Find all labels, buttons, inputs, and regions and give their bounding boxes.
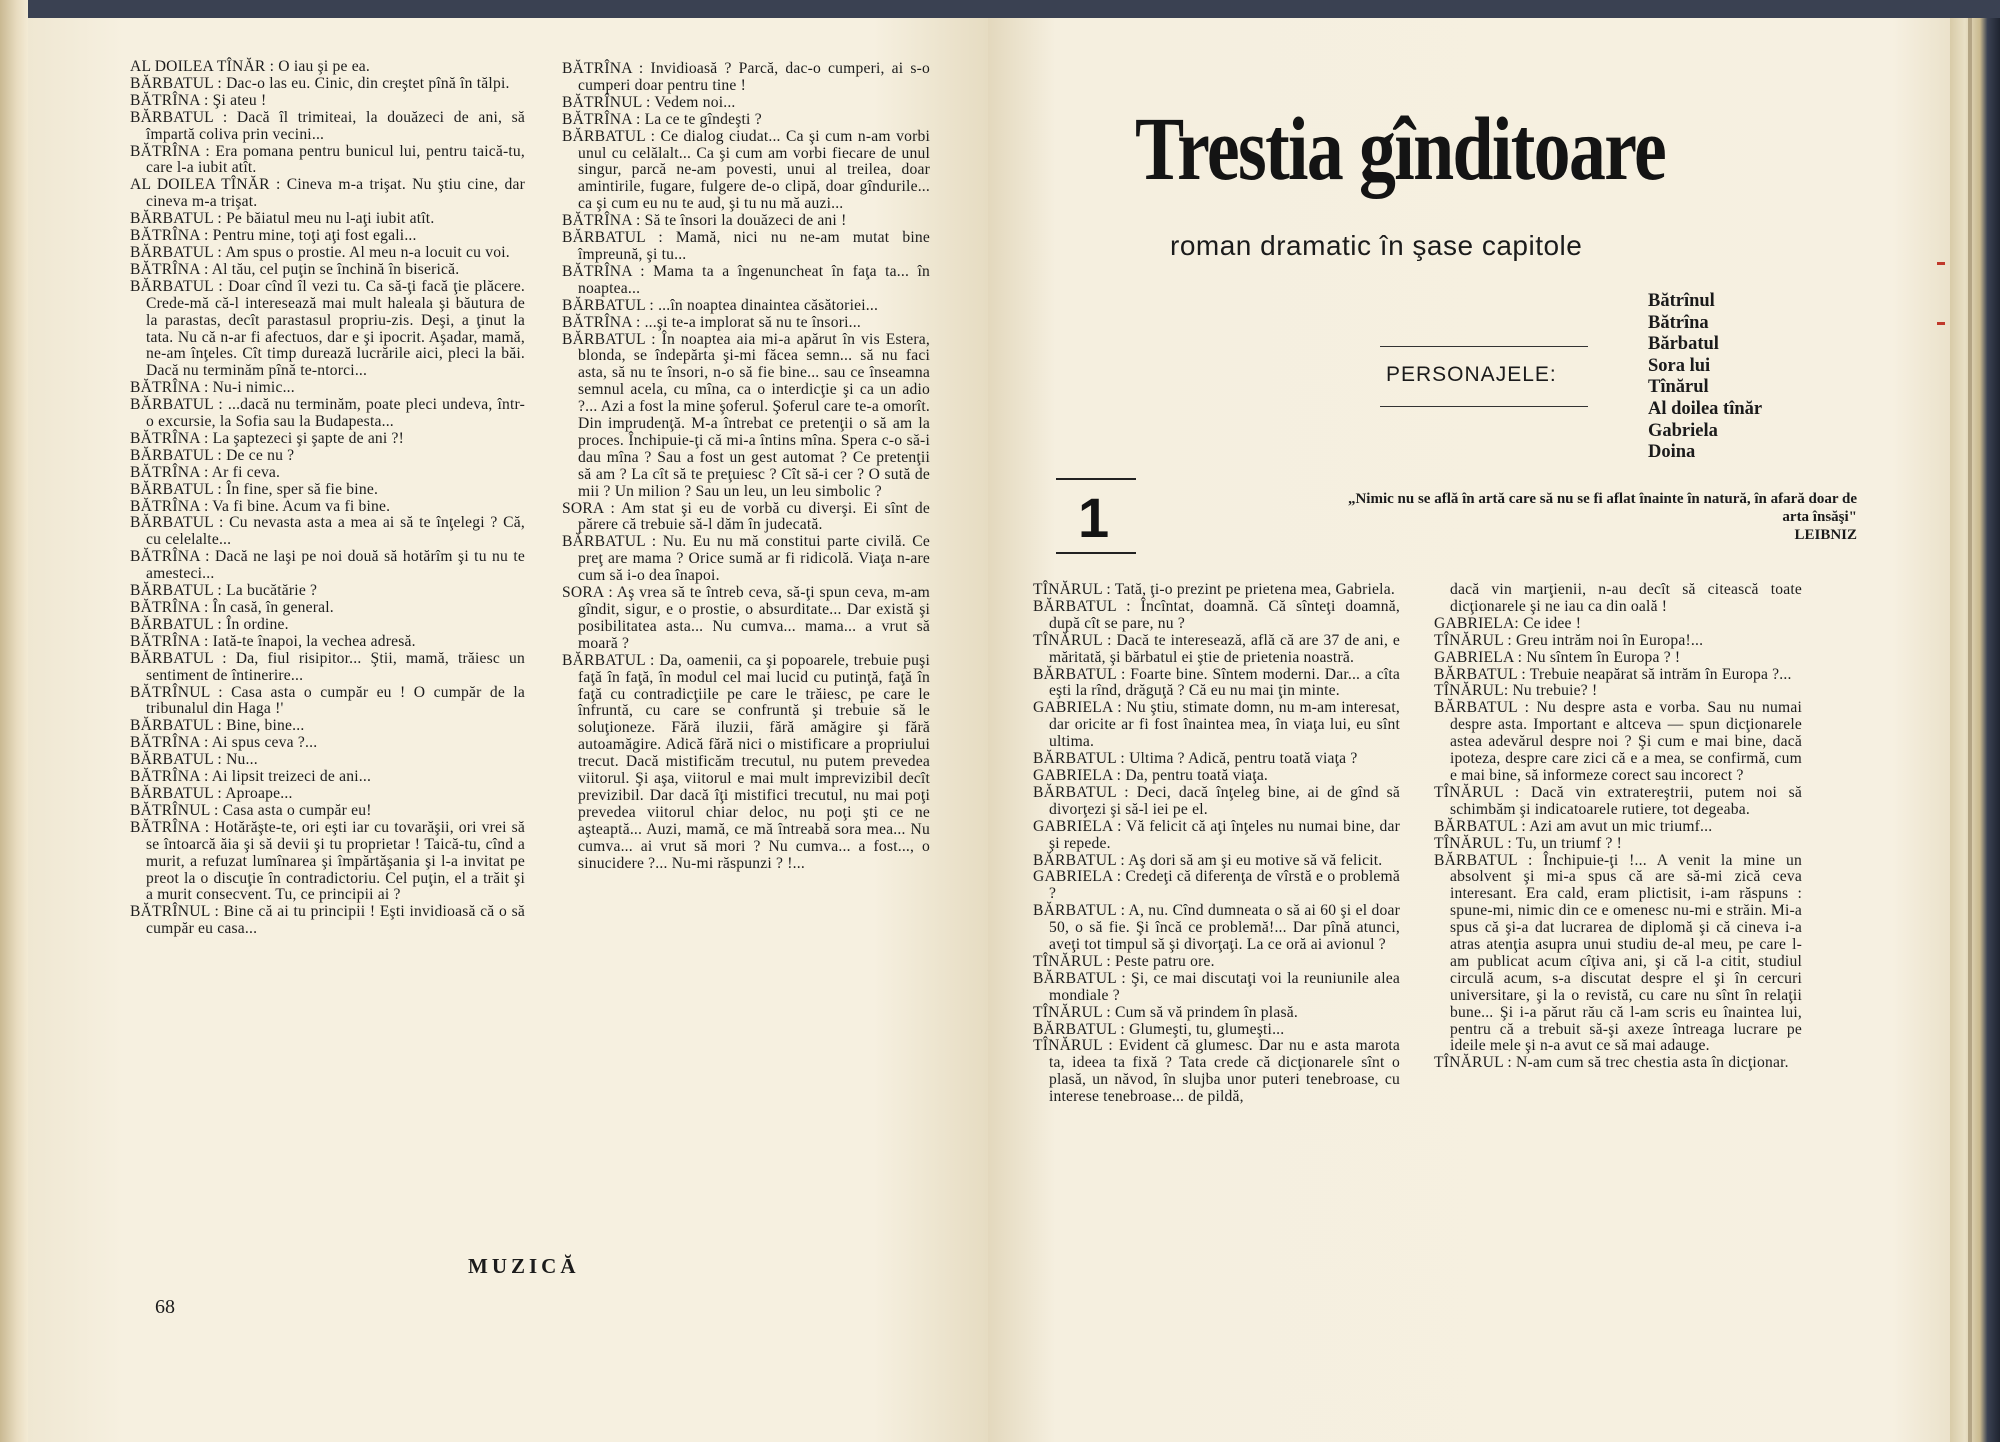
speaker-name: TÎNĂRUL: [1434,682,1513,700]
dialogue-line [130,786,525,803]
dialogue-line [1434,700,1802,785]
speech-text: Da, pentru toată viaţa. [1125,766,1269,784]
speaker-name: BĂRBATUL : [1033,902,1129,920]
epigraph-author: LEIBNIZ [1794,527,1857,543]
speaker-name: BĂRBATUL : [562,651,660,669]
speaker-name: AL DOILEA TÎNĂR : [130,176,287,194]
dialogue-line [130,752,525,769]
dialogue-line [1434,650,1802,667]
chapter-rule-top [1056,478,1136,480]
speech-text: Şi, ce mai discutaţi voi la reuniunile alea mondiale ? [1049,969,1400,1004]
speech-text: Aş dori să am şi eu motive să vă felicit. [1128,851,1383,869]
character-name: Doina [1648,442,1696,463]
speaker-name: BĂTRÎNUL : [130,683,232,701]
speech-text: Aproape... [225,784,293,802]
speech-text: Nu. Eu nu mă constitui parte civilă. Ce preţ are mama ? Orice sumă ar fi ridicolă. Viaţa n-are cum să i-o dea înapoi. [578,533,931,585]
speech-text: Nu ştiu, stimate domn, nu m-am interesat, dar oricite ar fi fost înaintea mea, în viaţa lui, eu sînt ultima. [1049,699,1400,751]
speech-text: Invidioasă ? Parcă, dac-o cumperi, ai s-o cumperi doar pentru tine ! [578,60,930,94]
speech-text: Cineva m-a trişat. Nu ştiu cine, dar cineva m-a trişat. [146,176,526,211]
dialogue-line [130,279,525,380]
dialogue-line [562,230,930,264]
speaker-name: GABRIELA : [1033,868,1126,886]
speaker-name: BĂRBATUL : [130,717,227,735]
speaker-name: GABRIELA: [1434,614,1524,632]
speech-text: Va fi bine. Acum va fi bine. [212,497,391,515]
speaker-name: BĂRBATUL : [1033,783,1137,801]
speaker-name: BĂRBATUL : [1033,969,1131,987]
personaje-label: PERSONAJELE: [1386,363,1557,386]
dialogue-line [130,245,525,262]
character-name: Tînărul [1648,377,1709,398]
speech-text: Pentru mine, toţi aţi fost egali... [212,227,417,245]
dialogue-line [130,482,525,499]
speaker-name: BĂTRÎNA : [130,227,213,245]
dialogue-line [1033,971,1400,1005]
speaker-name: TÎNĂRUL : [1434,1054,1516,1072]
dialogue-line [130,177,525,211]
speaker-name: BĂRBATUL : [562,330,662,348]
character-name: Al doilea tînăr [1648,398,1763,419]
dialogue-line [562,129,930,214]
speech-text: Tu, un triumf ? ! [1515,834,1623,852]
speaker-name: BĂRBATUL : [1434,699,1537,717]
speech-text: De ce nu ? [226,446,295,464]
right-column-2 [1434,582,1802,1072]
speech-text: Dacă te interesează, află că are 37 de ani, e măritată, şi bărbatul ei ştie de prietenia noastră. [1049,631,1400,666]
speaker-name: TÎNĂRUL : [1033,631,1117,649]
speech-text: Nu sîntem în Europa ? ! [1526,648,1681,666]
speech-text: Dacă vin extratereştrii, putem noi să schimbăm şi indicatoarele rutiere, tot degeaba. [1450,783,1802,818]
character-name: Gabriela [1648,420,1718,441]
dialogue-line [130,617,525,634]
dialogue-line [1033,1038,1400,1106]
magazine-footer-label: MUZICĂ [468,1254,580,1278]
speech-text: Era pomana pentru bunicul lui, pentru taică-tu, care l-a iubit atît. [146,142,526,177]
speech-text: ...şi te-a implorat să nu te însori... [644,313,861,331]
dialogue-line [562,315,930,332]
speech-text: Cu nevasta asta a mea ai să te înţelegi ? Că, cu celelalte... [146,514,526,549]
speaker-name: GABRIELA : [1434,648,1527,666]
left-column-1 [130,59,525,938]
dialogue-line [1033,582,1400,599]
speaker-name: BĂTRÎNA : [130,379,213,397]
dialogue-line [1434,633,1802,650]
speaker-name: TÎNĂRUL : [1434,783,1532,801]
speech-text: Hotărăşte-te, ori eşti iar cu tovarăşii, ori vrei să se întoarcă ăia şi să devii şi tu proprietar ! Taică-tu, cînd a murit, a refuzat lumînarea şi împărtăşania şi l-a invitat pe preot la o discuţie în contradictoriu. Cel puţin, el a trăit şi a murit consecvent. Tu, ce principii ai ? [146,818,525,904]
speaker-name: GABRIELA : [1033,699,1127,717]
dialogue-line [130,93,525,110]
speech-text: Foarte bine. Sîntem moderni. Dar... a cîta eşti la rînd, drăguţă ? Că eu nu mai ţin minte. [1049,665,1400,700]
dialogue-line [562,61,930,95]
speech-text: O iau şi pe ea. [278,58,371,75]
speaker-name: BĂRBATUL : [1033,1020,1130,1038]
dialogue-line [562,653,930,873]
speaker-name: BĂRBATUL : [130,446,227,464]
speech-text: Dacă îl trimiteai, la douăzeci de ani, să împartă coliva prin vecini... [146,108,525,143]
dialogue-line [130,397,525,431]
speech-text: Cum să vă prindem în plasă. [1114,1003,1298,1021]
speech-text: Ce dialog ciudat... Ca şi cum n-am vorbi unul cu celălalt... Ca şi cum am vorbi fiecare de unul singur, parcă ne-am povesti, unui al treilea, doar amintirile, fugare, fulgere de-o clipă, doar gîndurile... ca şi cum eu nu te aud, şi tu nu mă auzi... [578,127,930,213]
dialogue-line [562,501,930,535]
speaker-name: BĂRBATUL : [1033,597,1141,615]
dialogue-line [130,685,525,719]
speech-text: În ordine. [226,615,289,633]
speech-text: ...în noaptea dinaintea căsătoriei... [658,296,879,314]
dialogue-line [562,585,930,653]
speaker-name: BĂTRÎNA : [562,110,645,128]
speaker-name: SORA : [562,584,617,602]
speaker-name: TÎNĂRUL : [1033,1037,1119,1055]
dialogue-line [562,332,930,501]
speaker-name: BĂTRÎNA : [562,313,645,331]
speaker-name: BĂTRÎNA : [130,260,212,278]
dialogue-line [130,448,525,465]
speech-text: Ai spus ceva ?... [211,734,318,752]
speaker-name: BĂTRÎNA : [130,429,213,447]
dialogue-line [130,735,525,752]
dialogue-line [130,634,525,651]
dialogue-line [1033,667,1400,701]
dialogue-line [130,76,525,93]
dialogue-line [562,534,930,585]
speaker-name: TÎNĂRUL : [1033,1003,1115,1021]
edge-mark-top [1937,262,1945,265]
speech-text: Greu intrăm noi în Europa!... [1515,631,1704,649]
right-column-1 [1033,582,1400,1106]
speech-text: Deci, dacă înţeleg bine, ai de gînd să divorţezi şi să-l iei pe el. [1049,783,1400,818]
dialogue-line [1434,853,1802,1056]
dialogue-line [1033,819,1400,853]
dialogue-line [130,803,525,820]
speech-text: Dacă ne laşi pe noi două să hotărîm şi tu nu te amesteci... [146,548,525,583]
dialogue-line [1434,683,1802,700]
page-number: 68 [155,1296,175,1318]
speech-text: Trebuie neapărat să intrăm în Europa ?... [1529,665,1792,683]
character-name: Sora lui [1648,355,1711,376]
speaker-name: BĂRBATUL : [1434,817,1530,835]
speech-text: Nu-i nimic... [212,379,295,397]
speaker-name: TÎNĂRUL : [1033,952,1115,970]
dialogue-line [1434,616,1802,633]
speech-text: Nu... [226,751,258,769]
speech-text: În noaptea aia mi-a apărut în vis Estera, blonda, se îndepărta şi-mi făcea semn... să nu faci asta, să nu te însori, n-o să fie bine... sau ce înseamna semnul acela, cu mîna, ca o interdicţie şi ca un adio ?... Azi a fost la mine şoferul. Şoferul care te-a omorît. Din imprudenţă. M-a întrebat ce pretenţii o să am la proces. Închipuie-ţi că mi-a întins mîna. Spera c-o să-i dau mîna ? Sau a fost un gest automat ? Ce pretenţii să am ? La cît să te preţuiesc ? Cît să-i cer ? O sută de mii ? Un milion ? Sau un leu, un leu simbolic ? [578,330,930,500]
left-book-edge [0,0,28,1442]
speech-text: Doar cînd îl vezi tu. Ca să-ţi facă ţie plăcere. Crede-mă că-l interesează mai mult haleala şi băutura de la parastas, decît parastasul propriu-zis. Deşi, a ţinut la tata. Nu că n-ar fi afectuos, dar e şi ipocrit. Aşadar, mamă, ne-am înţeles. Cît timp durează lucrările aici, pleci la băi. Dacă nu terminăm pînă te-ntorci... [146,277,525,380]
speech-text: Bine că ai tu principii ! Eşti invidioasă că o să cumpăr eu casa... [146,903,525,938]
dialogue-line [1434,785,1802,819]
speech-text: La şaptezeci şi şapte de ani ?! [212,429,405,447]
speech-text: Aş vrea să te întreb ceva, să-ţi spun ceva, m-am gîndit, sigur, e o prostie, o absurditate... Dar există şi posibilitatea asta... Nu cumva... mama... a vrut să moară ? [578,584,931,652]
speech-text: Încîntat, doamnă. Că sînteţi doamnă, după cît se pare, nu ? [1049,597,1401,632]
dialogue-line [562,264,930,298]
speaker-name: BĂRBATUL : [130,514,230,532]
speaker-name: BĂTRÎNA : [130,91,213,109]
dialogue-line [562,298,930,315]
speaker-name: BĂRBATUL : [1033,750,1130,768]
dialogue-line [130,262,525,279]
speaker-name: BĂTRÎNA : [130,548,216,566]
dialogue-line [1033,785,1400,819]
speaker-name: BĂRBATUL : [130,784,226,802]
speaker-name: BĂTRÎNA : [130,463,212,481]
dialogue-line [130,499,525,516]
personaje-rule-top [1380,346,1588,347]
speech-text: ...dacă nu terminăm, poate pleci undeva, într-o excursie, la Sofia sau la Budapesta... [146,396,525,431]
speech-text: Peste patru ore. [1114,952,1215,970]
epigraph [1337,490,1857,544]
speaker-name: BĂRBATUL : [1033,665,1131,683]
speech-text: Nu trebuie? ! [1512,682,1598,700]
dialogue-line [1434,819,1802,836]
character-name: Bătrîna [1648,312,1709,333]
speech-text: Da, fiul risipitor... Ştii, mamă, trăiesc un sentiment de întinerire... [146,649,525,684]
dialogue-line [130,144,525,178]
chapter-number: 1 [1078,486,1110,549]
speaker-name: BĂRBATUL : [562,229,676,247]
dialogue-line [1033,768,1400,785]
spine-line [1968,18,1972,1442]
speech-text: Ce idee ! [1523,614,1582,632]
speaker-name: BĂRBATUL : [562,533,663,551]
speaker-name: BĂRBATUL : [1434,851,1544,869]
dialogue-line [562,95,930,112]
personaje-rule-bottom [1380,406,1588,407]
epigraph-text: „Nimic nu se află în artă care să nu se fi aflat înainte în natură, în afară doar de arta însăşi" [1347,491,1857,525]
speaker-name: GABRIELA : [1033,817,1127,835]
character-name: Bărbatul [1648,334,1719,355]
speech-text: Să te însori la douăzeci de ani ! [644,212,847,230]
speech-text: În casă, în general. [212,599,334,616]
dialogue-line [1434,1055,1802,1072]
speaker-name: BĂRBATUL : [1033,851,1129,869]
speech-text: Dac-o las eu. Cinic, din creştet pînă în tălpi. [226,74,510,92]
speaker-name: BĂTRÎNA : [130,768,212,786]
speech-text: Şi ateu ! [212,91,267,109]
dialogue-line [130,820,525,905]
dialogue-line [1033,599,1400,633]
dialogue-line [1033,751,1400,768]
dialogue-line [130,110,525,144]
speech-text: Ultima ? Adică, pentru toată viaţa ? [1129,750,1358,768]
speech-text: Mama ta a îngenuncheat în faţa ta... în noaptea... [578,262,930,297]
speaker-name: BĂTRÎNA : [130,497,213,515]
speaker-name: BĂRBATUL : [130,582,227,600]
speaker-name: TÎNĂRUL : [1434,834,1516,852]
speech-text: Casa asta o cumpăr eu ! O cumpăr de la tribunalul din Haga !' [146,683,525,718]
book-spine [1950,18,2000,1442]
speaker-name: BĂRBATUL : [562,127,661,145]
dialogue-line [1033,903,1400,954]
speaker-name: BĂTRÎNA : [130,818,215,836]
speech-text: Da, oamenii, ca şi popoarele, trebuie puşi faţă în faţă, în modul cel mai lucid cu putinţă, faţă în faţă cu contradicţiile pe care le trăiesc, pe care le înfruntă, cu care se confruntă şi trebuie să le soluţioneze. Fără iluzii, fără amăgire şi fără autoamăgire. Adică fără nici o mistificare a propriului trecut. Dacă mistificăm trecutul, nu putem prevedea viitorul. Şi aşa, viitorul e mai mult imprevizibil decît previzibil. Dar dacă îţi mistifici trecutul, nu mai poţi prevedea viitorul chiar deloc, nu poţi şti ce ne aşteaptă... Auzi, mamă, ce mă întreabă sora mea... Nu cumva... ai vrut să mori ? Nu cumva... a fost..., o sinucidere ?... Nu-mi răspunzi ? !... [578,651,930,872]
dialogue-line [130,380,525,397]
dialogue-line [130,211,525,228]
dialogue-line [130,431,525,448]
speaker-name: SORA : [562,499,622,517]
dialogue-line [130,515,525,549]
page-subtitle: roman dramatic în şase capitole [1170,230,1583,261]
speech-text: Vă felicit că aţi înţeles nu numai bine, dar şi repede. [1049,817,1400,852]
dialogue-line [130,465,525,482]
dialogue-line [1033,869,1400,903]
dialogue-line [130,549,525,583]
speech-text: Am spus o prostie. Al meu n-a locuit cu voi. [225,243,510,261]
speech-text: La ce te gîndeşti ? [644,110,762,128]
dialogue-line [130,904,525,938]
speaker-name: BĂRBATUL : [130,243,226,261]
dialogue-line [1434,667,1802,684]
speech-text: A, nu. Cînd dumneata o să ai 60 şi el doar 50, o să fie. Şi încă ce problemă!... Dar pînă atunci, aveţi tot timpul să şi divorţaţi. La ce oră ai avionul ? [1049,902,1400,954]
dialogue-line [1434,582,1802,616]
speaker-name: BĂRBATUL : [130,74,227,92]
dialogue-line [130,769,525,786]
speaker-name: AL DOILEA TÎNĂR : [130,58,279,75]
speech-text: Am stat şi eu de vorbă cu diverşi. Ei sînt de părere că trebuie să-l dăm în judecată. [578,499,931,534]
speaker-name: BĂTRÎNUL : [130,903,224,921]
dialogue-line [562,112,930,129]
speaker-name: BĂTRÎNUL : [130,801,223,819]
page-title: Trestia gînditoare [1135,100,1666,199]
speech-text: Evident că glumesc. Dar nu e asta marota ta, ideea ta fixă ? Tata crede că dicţionarele sînt o plasă, un năvod, în slujba unor puteri tenebroase, cu interese tenebroase... de pildă, [1049,1037,1400,1106]
dialogue-line [1434,836,1802,853]
speech-text: Credeţi că diferenţa de vîrstă e o problemă ? [1049,868,1400,903]
speech-text: Mamă, nici nu ne-am mutat bine împreună, şi tu... [578,229,930,263]
dialogue-line [130,651,525,685]
speaker-name: BĂTRÎNA : [130,734,212,752]
dialogue-line [1033,1005,1400,1022]
speech-text: În fine, sper să fie bine. [226,480,379,498]
dialogue-line [1033,633,1400,667]
dialogue-line [130,583,525,600]
speech-text: Al tău, cel puţin se închină în biserică. [211,260,460,278]
dialogue-line [1033,700,1400,751]
speaker-name: BĂTRÎNA : [562,212,645,230]
dialogue-line [130,228,525,245]
dialogue-line [562,213,930,230]
dialogue-line [1033,853,1400,870]
dialogue-line [1033,1022,1400,1039]
speaker-name: BĂTRÎNA : [130,599,213,616]
speaker-name: TÎNĂRUL : [1033,581,1115,598]
speaker-name: BĂTRÎNUL : [562,93,655,111]
dialogue-line [1033,954,1400,971]
speech-text: Ar fi ceva. [211,463,281,481]
speech-text: N-am cum să trec chestia asta în dicţionar. [1515,1054,1789,1072]
dialogue-line [130,59,525,76]
speaker-name: BĂRBATUL : [130,277,229,295]
speaker-name: BĂTRÎNA : [562,60,651,77]
speaker-name: BĂRBATUL : [130,396,228,414]
dialogue-line [130,600,525,617]
speech-text: Ai lipsit treizeci de ani... [211,768,372,786]
speaker-name: BĂTRÎNA : [562,262,654,280]
speaker-name: BĂRBATUL : [130,615,227,633]
speech-text: Vedem noi... [654,93,736,111]
dialogue-line [130,718,525,735]
speaker-name: BĂRBATUL : [130,108,237,126]
speaker-name: GABRIELA : [1033,766,1126,784]
speech-text: Iată-te înapoi, la vechea adresă. [212,632,416,650]
speaker-name: BĂRBATUL : [130,751,227,769]
chapter-rule-bottom [1056,552,1136,554]
speaker-name: TÎNĂRUL : [1434,631,1516,649]
left-column-2 [562,61,930,873]
speaker-name: BĂRBATUL : [130,210,227,228]
speech-text: Nu despre asta e vorba. Sau nu numai despre asta. Important e altceva — spun dicţionarele astea adevărul despre noi ? Şi cum e mai bine, dacă ipoteza, despre care zici că e a mea, se confirmă, cum e mai bine, să informeze corect sau incorect ? [1450,699,1802,784]
speech-text: La bucătărie ? [226,582,318,600]
speaker-name: BĂRBATUL : [562,296,659,314]
speech-text: Casa asta o cumpăr eu! [222,801,372,819]
speech-text: Glumeşti, tu, glumeşti... [1129,1020,1285,1038]
speaker-name: BĂRBATUL : [130,649,236,667]
speech-text: Pe băiatul meu nu l-aţi iubit atît. [226,210,435,228]
speech-text: Bine, bine... [226,717,305,735]
speaker-name: BĂRBATUL : [1434,665,1530,683]
speech-text: Azi am avut un mic triumf... [1529,817,1713,835]
speech-text: dacă vin marţienii, n-au decît să citească toate dicţionarele şi ne iau ca din oală ! [1450,581,1802,615]
speech-text: Închipuie-ţi !... A venit la mine un absolvent şi mi-a spus că are să-mi zică ceva interesant. Era cald, eram plictisit, i-am răspuns : spune-mi, nimic din ce e omenesc nu-mi e străin. Mi-a spus că şi-a dat lucrarea de diplomă şi că cineva i-a atras atenţia asupra unui studiu de-al meu, pe care l-am publicat acum cîţiva ani, şi că l-a citit, studiul circulă acum, s-a discutat despre el şi în cercuri universitare, şi la o revistă, cu care nu sînt în relaţii bune... Şi i-a părut rău că l-am scris eu înaintea lui, pentru că a trebuit să-şi axeze întreaga lucrare pe ideile mele şi n-a avut ce să mai adauge. [1450,851,1802,1055]
speaker-name: BĂTRÎNA : [130,142,216,160]
speech-text: Tată, ţi-o prezint pe prietena mea, Gabriela. [1114,581,1395,598]
character-name: Bătrînul [1648,291,1715,311]
speaker-name: BĂRBATUL : [130,480,227,498]
character-list [1648,291,1762,464]
speaker-name: BĂTRÎNA : [130,632,213,650]
edge-mark-bottom [1937,322,1945,325]
